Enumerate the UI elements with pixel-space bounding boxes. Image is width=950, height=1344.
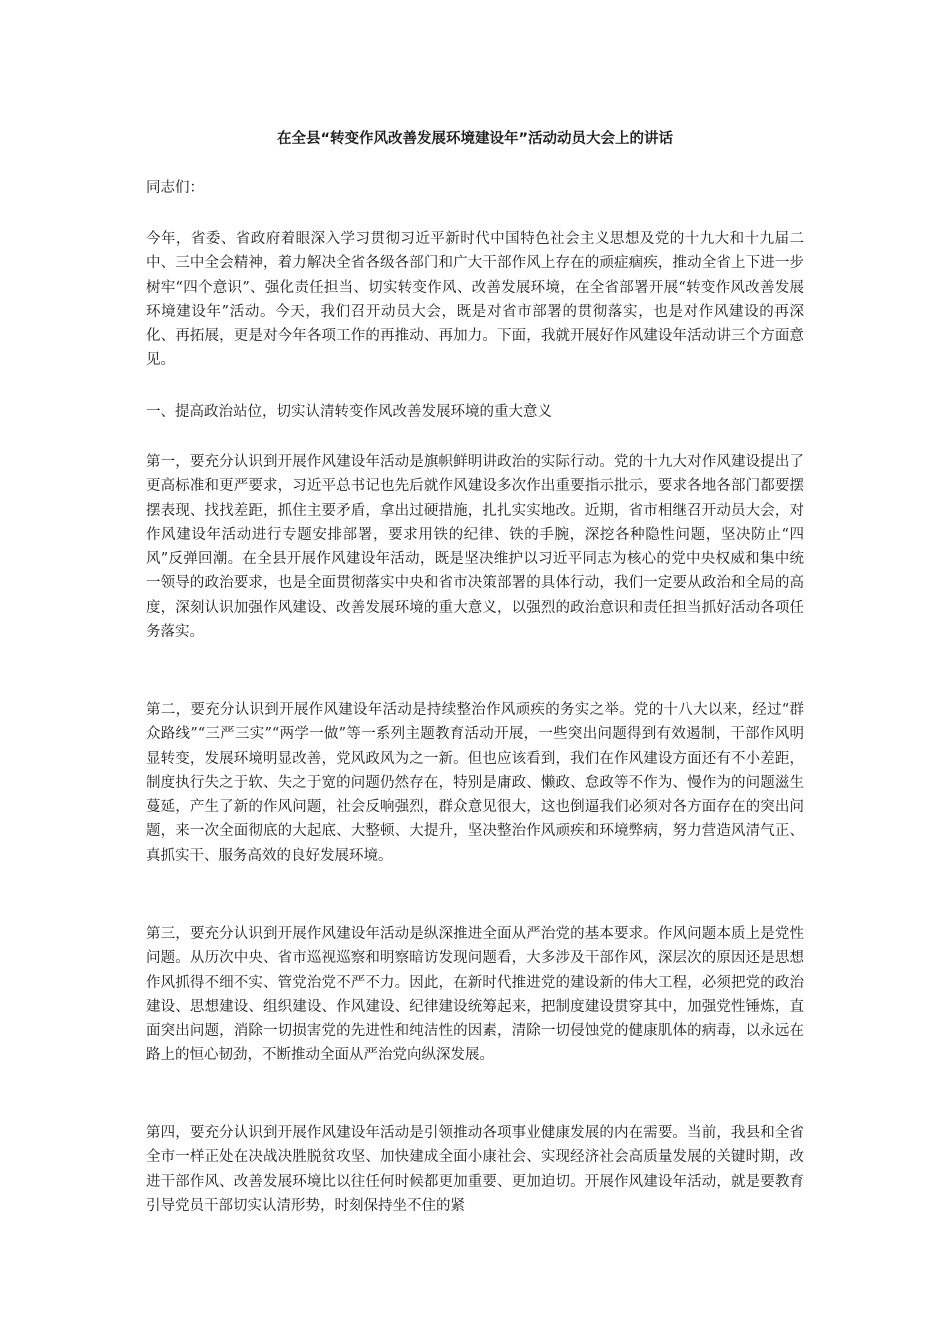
section-heading: 一、提高政治站位，切实认清转变作风改善发展环境的重大意义 [146, 404, 552, 420]
paragraph-point-2: 第二，要充分认识到开展作风建设年活动是持续整治作风顽疾的务实之举。党的十八大以来，经过“群众路线”“三严三实”“两学一做”等一系列主题教育活动开展，一些突出问题得到有效遏制，干部作风明显转变，发展环境明显改善，党风政风为之一新。但也应该看到，我们在作风建设方面还有不小差距，制度执行失之于软、失之于宽的问题仍然存在，特别是庸政、懒政、怠政等不作为、慢作为的问题滋生蔓延，产生了新的作风问题，社会反响强烈，群众意见很大，这也倒逼我们必须对各方面存在的突出问题，来一次全面彻底的大起底、大整顿、大提升，坚决整治作风顽疾和环境弊病，努力营造风清气正、真抓实干、服务高效的良好发展环境。 [146, 702, 804, 864]
intro-paragraph: 今年，省委、省政府着眼深入学习贯彻习近平新时代中国特色社会主义思想及党的十九大和十九届二中、三中全会精神，着力解决全省各级各部门和广大干部作风上存在的顽症痼疾，推动全省上下进一步树牢“四个意识”、强化责任担当、切实转变作风、改善发展环境，在全省部署开展“转变作风改善发展环境建设年”活动。今天，我们召开动员大会，既是对省市部署的贯彻落实，也是对作风建设的再深化、再拓展，更是对今年各项工作的再推动、再加力。下面，我就开展好作风建设年活动讲三个方面意见。 [146, 231, 804, 369]
document-title: 在全县“转变作风改善发展环境建设年”活动动员大会上的讲话 [276, 131, 674, 147]
greeting: 同志们： [146, 180, 204, 196]
paragraph-point-3: 第三，要充分认识到开展作风建设年活动是纵深推进全面从严治党的基本要求。作风问题本质上是党性问题。从历次中央、省市巡视巡察和明察暗访发现问题看，大多涉及干部作风，深层次的原因还是思想作风抓得不细不实、管党治党不严不力。因此，在新时代推进党的建设新的伟大工程，必须把党的政治建设、思想建设、组织建设、作风建设、纪律建设统筹起来，把制度建设贯穿其中，加强党性锤炼，直面突出问题，消除一切损害党的先进性和纯洁性的因素，清除一切侵蚀党的健康肌体的病毒，以永远在路上的恒心韧劲，不断推动全面从严治党向纵深发展。 [146, 926, 804, 1064]
paragraph-point-4: 第四，要充分认识到开展作风建设年活动是引领推动各项事业健康发展的内在需要。当前，我县和全省全市一样正处在决战决胜脱贫攻坚、加快建成全面小康社会、实现经济社会高质量发展的关键时期，改进干部作风、改善发展环境比以往任何时候都更加重要、更加迫切。开展作风建设年活动，就是要教育引导党员干部切实认清形势，时刻保持坐不住的紧 [146, 1125, 804, 1214]
paragraph-point-1: 第一，要充分认识到开展作风建设年活动是旗帜鲜明讲政治的实际行动。党的十九大对作风建设提出了更高标准和更严要求，习近平总书记也先后就作风建设多次作出重要指示批示，要求各地各部门都要摆摆表现、找找差距，抓住主要矛盾，拿出过硬措施，扎扎实实地改。近期，省市相继召开动员大会，对作风建设年活动进行专题安排部署，要求用铁的纪律、铁的手腕，深挖各种隐性问题，坚决防止“四风”反弹回潮。在全县开展作风建设年活动，既是坚决维护以习近平同志为核心的党中央权威和集中统一领导的政治要求，也是全面贯彻落实中央和省市决策部署的具体行动，我们一定要从政治和全局的高度，深刻认识加强作风建设、改善发展环境的重大意义，以强烈的政治意识和责任担当抓好活动各项任务落实。 [146, 454, 804, 641]
